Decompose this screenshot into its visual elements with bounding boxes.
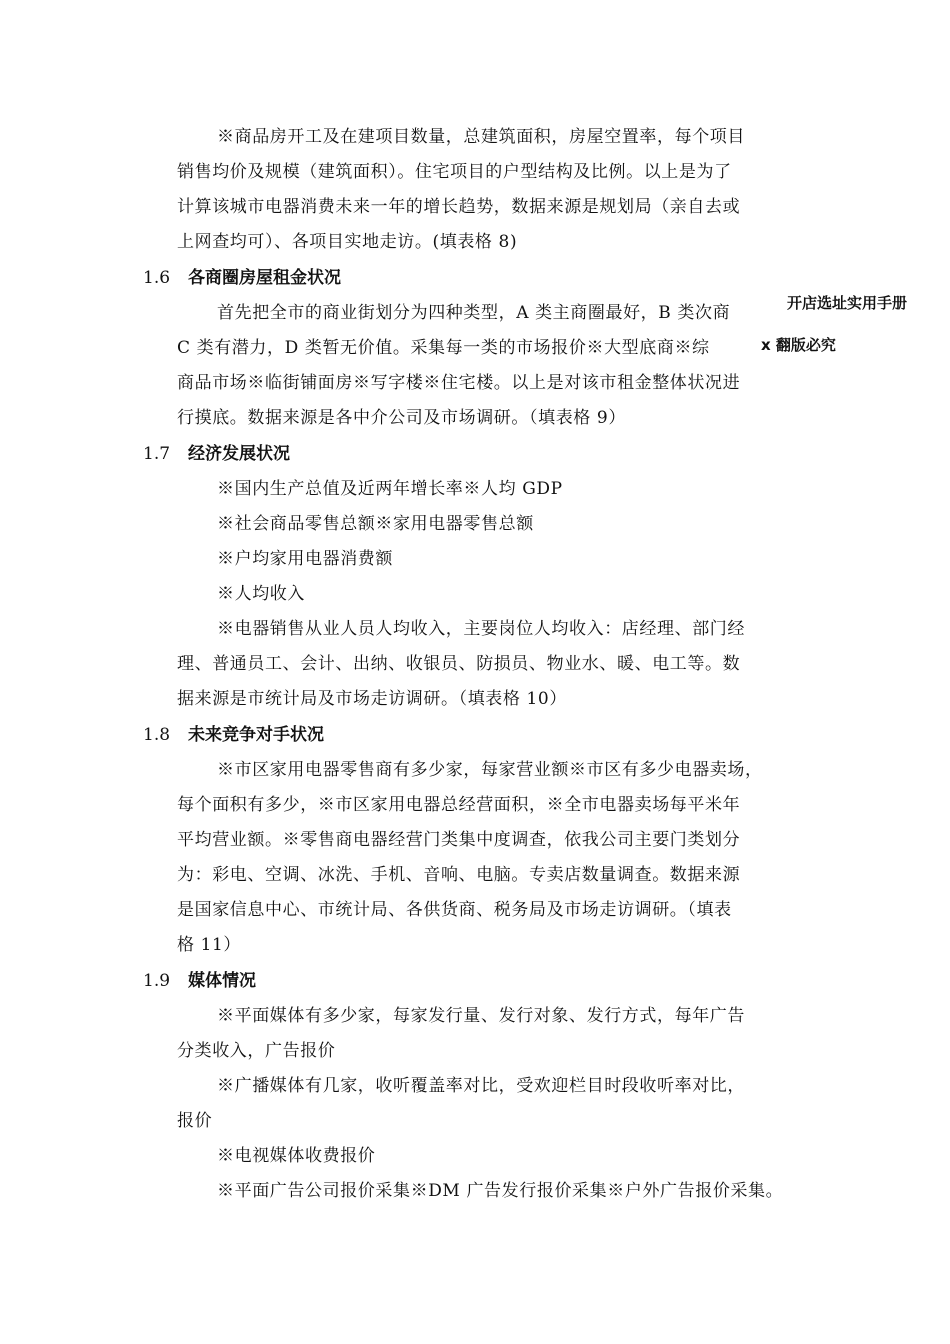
paragraph-line: 格 11）	[177, 935, 242, 955]
paragraph-line: ※电器销售从业人员人均收入，主要岗位人均收入：店经理、部门经	[217, 619, 745, 639]
section-title: 经济发展状况	[188, 444, 290, 464]
paragraph-line: 为：彩电、空调、冰洗、手机、音响、电脑。专卖店数量调查。数据来源	[177, 865, 741, 885]
paragraph-line: C 类有潜力，D 类暂无价值。采集每一类的市场报价※大型底商※综	[177, 338, 710, 358]
paragraph-line: ※电视媒体收费报价	[217, 1146, 376, 1166]
paragraph-line: ※户均家用电器消费额	[217, 549, 393, 569]
paragraph-line: 计算该城市电器消费未来一年的增长趋势，数据来源是规划局（亲自去或	[177, 197, 741, 217]
section-title: 媒体情况	[188, 971, 256, 991]
paragraph-line: ※商品房开工及在建项目数量，总建筑面积，房屋空置率，每个项目	[217, 127, 745, 147]
section-number: 1.6	[143, 268, 171, 288]
paragraph-line: 据来源是市统计局及市场走访调研。（填表格 10）	[177, 689, 567, 709]
paragraph-line: 首先把全市的商业街划分为四种类型，A 类主商圈最好，B 类次商	[217, 303, 731, 323]
paragraph-line: 平均营业额。※零售商电器经营门类集中度调查，依我公司主要门类划分	[177, 830, 741, 850]
paragraph-line: 理、普通员工、会计、出纳、收银员、防损员、物业水、暖、电工等。数	[177, 654, 741, 674]
paragraph-line: ※人均收入	[217, 584, 305, 604]
section-title: 未来竞争对手状况	[188, 725, 324, 745]
paragraph-line: ※国内生产总值及近两年增长率※人均 GDP	[217, 479, 563, 499]
paragraph-line: ※平面广告公司报价采集※DM 广告发行报价采集※户外广告报价采集。	[217, 1181, 784, 1201]
paragraph-line: 分类收入，广告报价	[177, 1041, 336, 1061]
section-title: 各商圈房屋租金状况	[188, 268, 341, 288]
paragraph-line: 行摸底。数据来源是各中介公司及市场调研。（填表格 9）	[177, 408, 626, 428]
paragraph-line: 报价	[177, 1111, 213, 1131]
paragraph-line: 每个面积有多少，※市区家用电器总经营面积，※全市电器卖场每平米年	[177, 795, 741, 815]
section-heading	[143, 724, 324, 746]
section-number: 1.7	[143, 444, 171, 464]
copyright-note: x 翻版必究	[757, 335, 848, 355]
section-number: 1.8	[143, 725, 171, 745]
paragraph-line: ※社会商品零售总额※家用电器零售总额	[217, 514, 534, 534]
paragraph-line: 销售均价及规模（建筑面积）。住宅项目的户型结构及比例。以上是为了	[177, 162, 732, 182]
section-number: 1.9	[143, 971, 171, 991]
section-heading	[143, 443, 290, 465]
section-heading	[143, 267, 341, 289]
paragraph-line: ※平面媒体有多少家，每家发行量、发行对象、发行方式，每年广告	[217, 1006, 745, 1026]
paragraph-line: ※市区家用电器零售商有多少家，每家营业额※市区有多少电器卖场，	[217, 760, 763, 780]
section-heading	[143, 970, 256, 992]
paragraph-line: 商品市场※临街铺面房※写字楼※住宅楼。以上是对该市租金整体状况进	[177, 373, 741, 393]
paragraph-line: ※广播媒体有几家，收听覆盖率对比，受欢迎栏目时段收听率对比，	[217, 1076, 745, 1096]
paragraph-line: 上网查均可）、各项目实地走访。(填表格 8)	[177, 232, 518, 252]
manual-title-note: 开店选址实用手册	[783, 293, 907, 313]
paragraph-line: 是国家信息中心、市统计局、各供货商、税务局及市场走访调研。（填表	[177, 900, 732, 920]
